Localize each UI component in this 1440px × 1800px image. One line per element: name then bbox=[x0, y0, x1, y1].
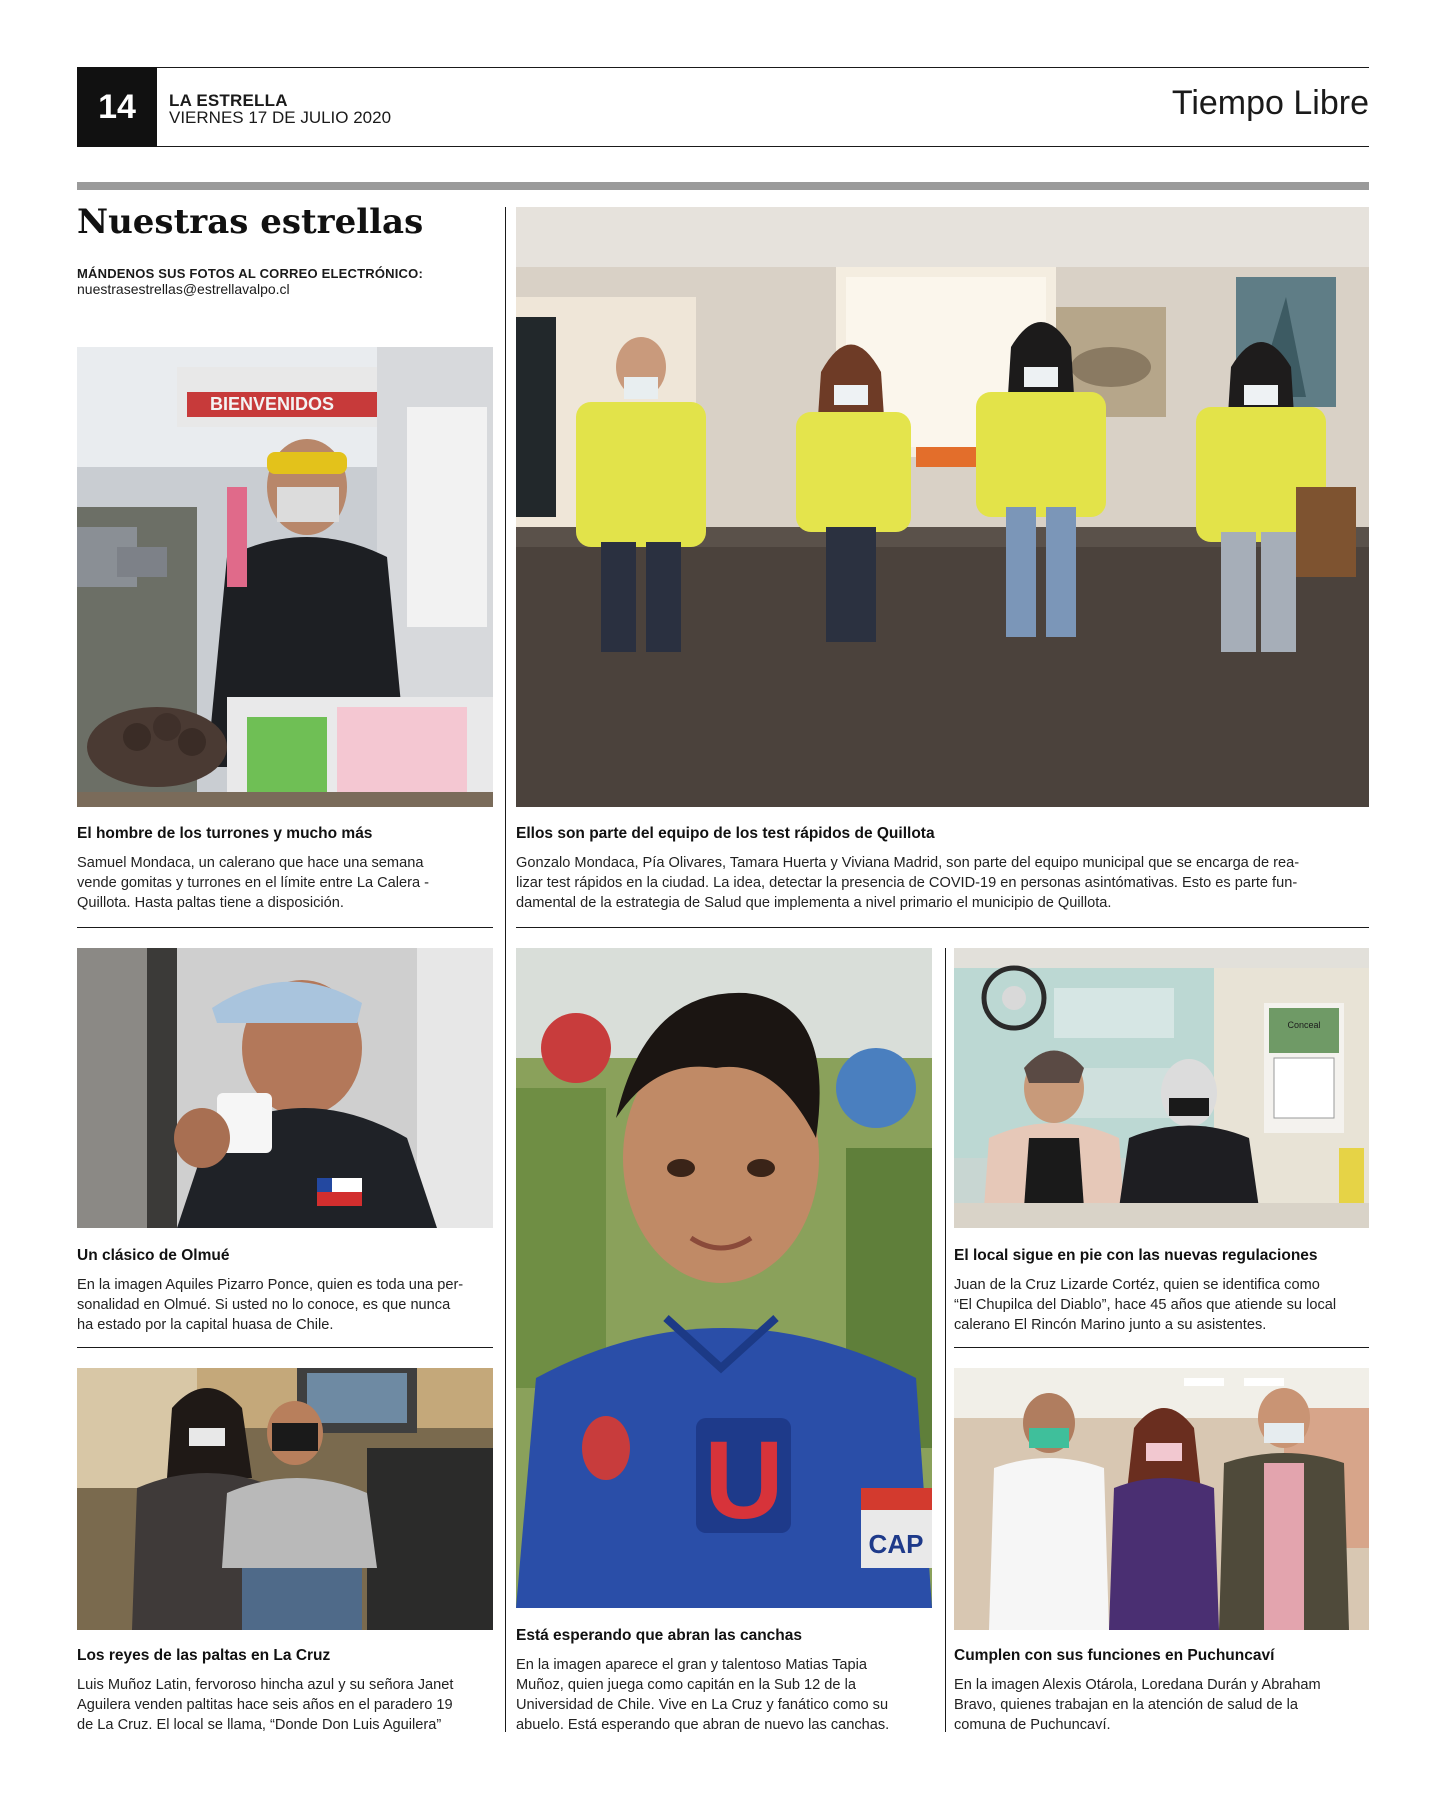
submission-label: MÁNDENOS SUS FOTOS AL CORREO ELECTRÓNICO: bbox=[77, 266, 423, 281]
story-line: En la imagen aparece el gran y talentoso Matias Tapia bbox=[516, 1657, 868, 1673]
story-line: ha estado por la capital huasa de Chile. bbox=[77, 1317, 334, 1333]
story-body bbox=[954, 1675, 1374, 1735]
header-bottom-rule bbox=[157, 146, 1369, 147]
story-line: vende gomitas y turrones en el límite entre La Calera - bbox=[77, 875, 430, 891]
story-title: Los reyes de las paltas en La Cruz bbox=[77, 1647, 331, 1664]
story-title: Ellos son parte del equipo de los test rápidos de Quillota bbox=[516, 825, 935, 842]
column-divider-left bbox=[505, 207, 506, 1732]
story-body bbox=[954, 1275, 1374, 1335]
story-line: Quillota. Hasta paltas tiene a disposición. bbox=[77, 895, 344, 911]
avocado-couple-photo bbox=[77, 1368, 493, 1630]
welcome-sign-text: BIENVENIDOS bbox=[209, 394, 335, 414]
story-line: En la imagen Alexis Otárola, Loredana Durán y Abraham bbox=[954, 1677, 1321, 1693]
story-body bbox=[516, 853, 1376, 913]
story-line: calerano El Rincón Marino junto a su asistentes. bbox=[954, 1317, 1267, 1333]
story-divider bbox=[516, 927, 1369, 928]
story-line: Aguilera venden paltitas hace seis años en el paradero 19 bbox=[77, 1697, 453, 1713]
story-title: Cumplen con sus funciones en Puchuncaví bbox=[954, 1647, 1275, 1664]
boy-soccer-photo bbox=[516, 948, 932, 1608]
story-line: de La Cruz. El local se llama, “Donde Don Luis Aguilera” bbox=[77, 1717, 442, 1733]
submission-email: nuestrasestrellas@estrellavalpo.cl bbox=[77, 281, 290, 297]
publication-date: VIERNES 17 DE JULIO 2020 bbox=[169, 108, 392, 127]
health-team-photo bbox=[516, 207, 1369, 807]
story-line: Bravo, quienes trabajan en la atención de salud de la bbox=[954, 1697, 1299, 1713]
story-title: Un clásico de Olmué bbox=[77, 1247, 230, 1264]
story-body bbox=[77, 853, 497, 913]
story-divider bbox=[77, 927, 493, 928]
jersey-letter: U bbox=[704, 1419, 784, 1542]
page-number: 14 bbox=[77, 67, 157, 147]
story-title: El hombre de los turrones y mucho más bbox=[77, 825, 373, 842]
story-line: Gonzalo Mondaca, Pía Olivares, Tamara Huerta y Viviana Madrid, son parte del equipo municipal que se encarga de rea- bbox=[516, 855, 1300, 871]
story-body bbox=[516, 1655, 941, 1735]
story-divider bbox=[954, 1347, 1369, 1348]
story-line: En la imagen Aquiles Pizarro Ponce, quien es toda una per- bbox=[77, 1277, 464, 1293]
man-with-cup-photo bbox=[77, 948, 493, 1228]
story-divider bbox=[77, 1347, 493, 1348]
restaurant-owners-photo bbox=[954, 948, 1369, 1228]
street-vendor-photo bbox=[77, 347, 493, 807]
puchuncavi-staff-photo bbox=[954, 1368, 1369, 1630]
header-top-rule bbox=[77, 67, 1369, 68]
story-line: sonalidad en Olmué. Si usted no lo conoce, es que nunca bbox=[77, 1297, 451, 1313]
section-gray-band bbox=[77, 182, 1369, 190]
story-line: comuna de Puchuncaví. bbox=[954, 1717, 1111, 1733]
story-line: Muñoz, quien juega como capitán en la Sub 12 de la bbox=[516, 1677, 856, 1693]
story-line: damental de la estrategia de Salud que implementa a nivel primario el municipio de Quillota. bbox=[516, 895, 1112, 911]
story-line: Juan de la Cruz Lizarde Cortéz, quien se identifica como bbox=[954, 1277, 1320, 1293]
story-body bbox=[77, 1275, 497, 1335]
story-title: El local sigue en pie con las nuevas regulaciones bbox=[954, 1247, 1318, 1264]
story-line: Universidad de Chile. Vive en La Cruz y fanático como su bbox=[516, 1697, 889, 1713]
column-title: Nuestras estrellas bbox=[77, 202, 424, 242]
story-title: Está esperando que abran las canchas bbox=[516, 1627, 803, 1644]
story-line: “El Chupilca del Diablo”, hace 45 años que atiende su local bbox=[954, 1297, 1337, 1313]
story-body bbox=[77, 1675, 497, 1735]
story-line: Luis Muñoz Latin, fervoroso hincha azul y su señora Janet bbox=[77, 1677, 454, 1693]
story-line: Samuel Mondaca, un calerano que hace una semana bbox=[77, 855, 424, 871]
calendar-label: Conceal bbox=[1287, 1020, 1321, 1030]
column-divider-right bbox=[945, 948, 946, 1732]
armband-text: CAP bbox=[868, 1529, 924, 1559]
story-line: abuelo. Está esperando que abran de nuevo las canchas. bbox=[516, 1717, 890, 1733]
story-line: lizar test rápidos en la ciudad. La idea, detectar la presencia de COVID-19 en personas asintómativas. Esto es parte fun- bbox=[516, 875, 1298, 891]
section-name: Tiempo Libre bbox=[1171, 84, 1369, 122]
publication-name: LA ESTRELLA bbox=[169, 91, 288, 110]
